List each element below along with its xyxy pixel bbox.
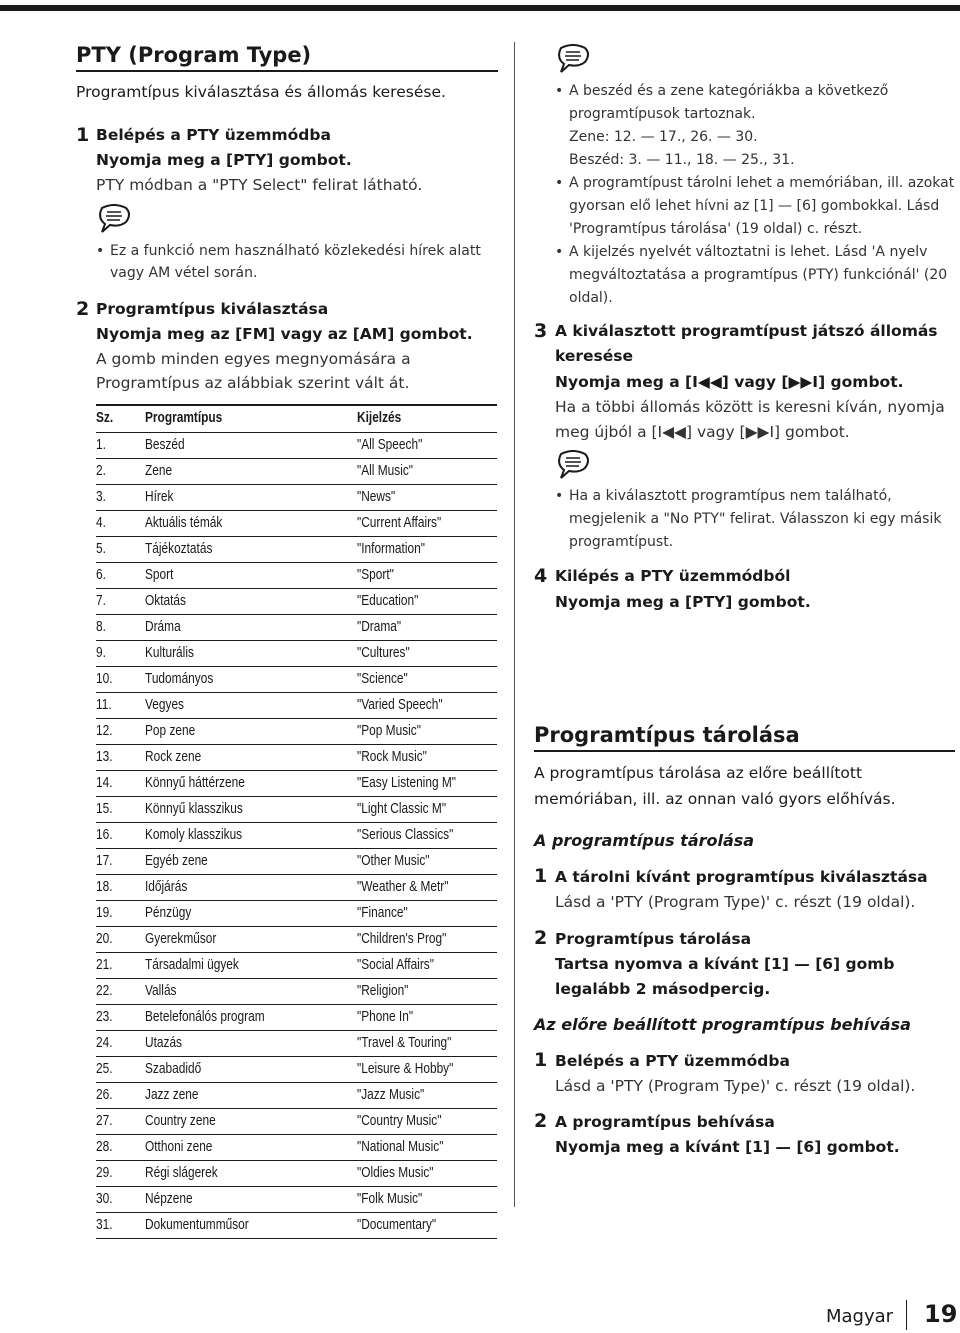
note-bullet-cont: vagy AM vétel során. [110, 265, 258, 281]
table-row [96, 797, 497, 823]
step-desc: Lásd a 'PTY (Program Type)' c. részt (19 oldal). [555, 893, 916, 911]
table-row [96, 771, 497, 797]
row-program-type: Utazás [145, 1035, 183, 1051]
row-display: "Sport" [357, 567, 394, 583]
col-header-no: Sz. [96, 410, 114, 426]
row-number: 13. [96, 749, 113, 765]
step-title: keresése [555, 347, 634, 365]
row-display: "Religion" [357, 983, 409, 999]
row-program-type: Beszéd [145, 437, 185, 453]
table-row [96, 615, 497, 641]
table-row [96, 1057, 497, 1083]
note-bullet: • A programtípust tárolni lehet a memóriában, ill. azokat [555, 175, 955, 191]
top-rule [0, 5, 960, 11]
row-number: 25. [96, 1061, 113, 1077]
row-number: 16. [96, 827, 113, 843]
row-number: 19. [96, 905, 113, 921]
row-number: 7. [96, 593, 106, 609]
note-bullet-cont: Beszéd: 3. — 11., 18. — 25., 31. [569, 152, 795, 168]
step-title: A programtípus behívása [555, 1113, 775, 1131]
row-program-type: Időjárás [145, 879, 188, 895]
row-display: "Leisure & Hobby" [357, 1061, 454, 1077]
row-program-type: Vallás [145, 983, 177, 999]
note-bullet-cont: Zene: 12. — 17., 26. — 30. [569, 129, 758, 145]
row-number: 24. [96, 1035, 113, 1051]
row-program-type: Népzene [145, 1191, 193, 1207]
table-row [96, 433, 497, 459]
note-bullet: • Ez a funkció nem használható közlekedési hírek alatt [96, 243, 481, 259]
step-number: 1 [76, 124, 90, 146]
note-bullet-cont: gyorsan elő lehet hívni az [1] — [6] gombokkal. Lásd [569, 198, 940, 214]
table-row [96, 563, 497, 589]
row-number: 12. [96, 723, 113, 739]
row-display: "Phone In" [357, 1009, 414, 1025]
table-row [96, 953, 497, 979]
section-intro: memóriában, ill. az onnan való gyors előhívás. [534, 790, 896, 808]
step-number: 1 [534, 1049, 548, 1071]
row-program-type: Pénzügy [145, 905, 192, 921]
row-program-type: Oktatás [145, 593, 186, 609]
row-display: "Rock Music" [357, 749, 427, 765]
row-number: 10. [96, 671, 113, 687]
row-program-type: Dráma [145, 619, 181, 635]
section-intro: A programtípus tárolása az előre beállított [534, 764, 863, 782]
table-row [96, 1083, 497, 1109]
row-display: "National Music" [357, 1139, 444, 1155]
note-bullet: • A kijelzés nyelvét változtatni is lehet. Lásd 'A nyelv [555, 244, 928, 260]
row-program-type: Aktuális témák [145, 515, 223, 531]
section-title-pty: PTY (Program Type) [76, 42, 498, 72]
step-number: 2 [76, 298, 90, 320]
step-desc: Lásd a 'PTY (Program Type)' c. részt (19 oldal). [555, 1077, 916, 1095]
table-row [96, 459, 497, 485]
note-bullet: • Ha a kiválasztott programtípus nem található, [555, 488, 892, 504]
row-program-type: Jazz zene [145, 1087, 199, 1103]
step-title: Kilépés a PTY üzemmódból [555, 567, 791, 585]
note-bullet-cont: programtípusok tartoznak. [569, 106, 756, 122]
row-program-type: Komoly klasszikus [145, 827, 243, 843]
row-number: 11. [96, 697, 112, 713]
note-bullet-cont: megjelenik a "No PTY" felirat. Válasszon ki egy másik [569, 511, 942, 527]
table-row [96, 745, 497, 771]
step-action: Nyomja meg a kívánt [1] — [6] gombot. [555, 1138, 900, 1156]
row-display: "Finance" [357, 905, 408, 921]
row-program-type: Könnyű klasszikus [145, 801, 243, 817]
step-number: 4 [534, 565, 548, 587]
step-desc: A gomb minden egyes megnyomására a [96, 350, 411, 368]
row-display: "Light Classic M" [357, 801, 447, 817]
row-number: 31. [96, 1217, 113, 1233]
row-display: "Easy Listening M" [357, 775, 456, 791]
row-number: 5. [96, 541, 106, 557]
row-number: 30. [96, 1191, 113, 1207]
step-desc: Programtípus az alábbiak szerint vált át. [96, 374, 410, 392]
row-program-type: Régi slágerek [145, 1165, 218, 1181]
table-row [96, 719, 497, 745]
row-program-type: Egyéb zene [145, 853, 208, 869]
row-display: "Folk Music" [357, 1191, 423, 1207]
row-number: 3. [96, 489, 106, 505]
row-number: 14. [96, 775, 113, 791]
col-header-type: Programtípus [145, 410, 223, 426]
row-number: 22. [96, 983, 113, 999]
row-program-type: Társadalmi ügyek [145, 957, 239, 973]
step-title: Programtípus kiválasztása [96, 300, 329, 318]
row-program-type: Hírek [145, 489, 174, 505]
step-action: legalább 2 másodpercig. [555, 980, 771, 998]
step-desc: meg újból a [I◀◀] vagy [▶▶I] gombot. [555, 423, 850, 441]
page-number: 19 [924, 1300, 958, 1328]
table-row [96, 901, 497, 927]
row-program-type: Rock zene [145, 749, 202, 765]
row-program-type: Gyerekműsor [145, 931, 217, 947]
table-row [96, 1161, 497, 1187]
row-program-type: Otthoni zene [145, 1139, 213, 1155]
row-display: "Current Affairs" [357, 515, 442, 531]
row-program-type: Pop zene [145, 723, 196, 739]
table-row [96, 927, 497, 953]
row-program-type: Szabadidő [145, 1061, 202, 1077]
table-row [96, 641, 497, 667]
step-number: 3 [534, 320, 548, 342]
table-row [96, 1135, 497, 1161]
row-display: "Science" [357, 671, 408, 687]
row-display: "Jazz Music" [357, 1087, 425, 1103]
step-action: Nyomja meg a [PTY] gombot. [555, 593, 811, 611]
row-display: "Weather & Metr" [357, 879, 449, 895]
row-program-type: Dokumentumműsor [145, 1217, 249, 1233]
row-number: 6. [96, 567, 106, 583]
row-display: "All Speech" [357, 437, 423, 453]
table-row [96, 823, 497, 849]
subsection-title: A programtípus tárolása [534, 831, 755, 850]
note-bullet-cont: 'Programtípus tárolása' (19 oldal) c. részt. [569, 221, 863, 237]
table-row [96, 1109, 497, 1135]
row-display: "Drama" [357, 619, 402, 635]
step-desc: Ha a többi állomás között is keresni kíván, nyomja [555, 398, 945, 416]
step-number: 2 [534, 1110, 548, 1132]
step-title: Belépés a PTY üzemmódba [96, 126, 331, 144]
note-bullet-cont: megváltoztatása a programtípus (PTY) funkciónál' (20 [569, 267, 948, 283]
step-number: 2 [534, 927, 548, 949]
column-divider [514, 42, 515, 1207]
step-action: Nyomja meg a [I◀◀] vagy [▶▶I] gombot. [555, 373, 904, 391]
row-program-type: Sport [145, 567, 174, 583]
row-display: "All Music" [357, 463, 414, 479]
table-row [96, 667, 497, 693]
step-action: Nyomja meg a [PTY] gombot. [96, 151, 352, 169]
row-program-type: Vegyes [145, 697, 185, 713]
note-icon [96, 204, 132, 236]
note-icon [555, 450, 591, 482]
row-program-type: Zene [145, 463, 173, 479]
table-row [96, 849, 497, 875]
col-header-display: Kijelzés [357, 410, 402, 426]
table-row [96, 1187, 497, 1213]
note-bullet: • A beszéd és a zene kategóriákba a következő [555, 83, 889, 99]
table-header [96, 404, 497, 433]
footer-language: Magyar [826, 1306, 894, 1327]
table-row [96, 1005, 497, 1031]
step-title: A kiválasztott programtípust játszó állomás [555, 322, 938, 340]
step-title: Programtípus tárolása [555, 930, 752, 948]
row-number: 23. [96, 1009, 113, 1025]
row-program-type: Betelefonálós program [145, 1009, 265, 1025]
row-display: "News" [357, 489, 396, 505]
row-number: 21. [96, 957, 113, 973]
row-number: 2. [96, 463, 106, 479]
row-number: 1. [96, 437, 106, 453]
row-display: "Documentary" [357, 1217, 437, 1233]
footer-separator [906, 1300, 907, 1330]
note-icon [555, 44, 591, 76]
row-display: "Children's Prog" [357, 931, 447, 947]
row-program-type: Kulturális [145, 645, 194, 661]
table-row [96, 875, 497, 901]
row-number: 29. [96, 1165, 113, 1181]
row-display: "Travel & Touring" [357, 1035, 452, 1051]
row-display: "Information" [357, 541, 425, 557]
row-number: 20. [96, 931, 113, 947]
row-display: "Varied Speech" [357, 697, 443, 713]
step-title: A tárolni kívánt programtípus kiválasztása [555, 868, 928, 886]
row-display: "Pop Music" [357, 723, 421, 739]
row-number: 28. [96, 1139, 113, 1155]
row-display: "Cultures" [357, 645, 410, 661]
row-display: "Social Affairs" [357, 957, 434, 973]
row-display: "Serious Classics" [357, 827, 454, 843]
subsection-title: Az előre beállított programtípus behívása [534, 1015, 911, 1034]
table-row [96, 1031, 497, 1057]
row-program-type: Country zene [145, 1113, 216, 1129]
row-display: "Oldies Music" [357, 1165, 434, 1181]
pty-table [96, 404, 497, 1239]
row-number: 26. [96, 1087, 113, 1103]
row-program-type: Tájékoztatás [145, 541, 213, 557]
table-row [96, 979, 497, 1005]
note-bullet-cont: oldal). [569, 290, 613, 306]
row-display: "Education" [357, 593, 419, 609]
row-number: 15. [96, 801, 113, 817]
table-row [96, 485, 497, 511]
row-number: 17. [96, 853, 113, 869]
section-title-storage: Programtípus tárolása [534, 722, 955, 752]
row-number: 4. [96, 515, 106, 531]
row-program-type: Könnyű háttérzene [145, 775, 245, 791]
step-action: Nyomja meg az [FM] vagy az [AM] gombot. [96, 325, 473, 343]
table-row [96, 589, 497, 615]
step-desc: PTY módban a "PTY Select" felirat látható. [96, 176, 423, 194]
row-program-type: Tudományos [145, 671, 214, 687]
row-number: 8. [96, 619, 106, 635]
row-number: 9. [96, 645, 106, 661]
table-row [96, 693, 497, 719]
table-row [96, 511, 497, 537]
step-title: Belépés a PTY üzemmódba [555, 1052, 790, 1070]
row-display: "Other Music" [357, 853, 430, 869]
step-number: 1 [534, 865, 548, 887]
intro-text: Programtípus kiválasztása és állomás keresése. [76, 83, 446, 101]
table-row [96, 1213, 497, 1239]
table-row [96, 537, 497, 563]
step-action: Tartsa nyomva a kívánt [1] — [6] gomb [555, 955, 895, 973]
note-bullet-cont: programtípust. [569, 534, 674, 550]
row-number: 27. [96, 1113, 113, 1129]
row-number: 18. [96, 879, 113, 895]
row-display: "Country Music" [357, 1113, 442, 1129]
